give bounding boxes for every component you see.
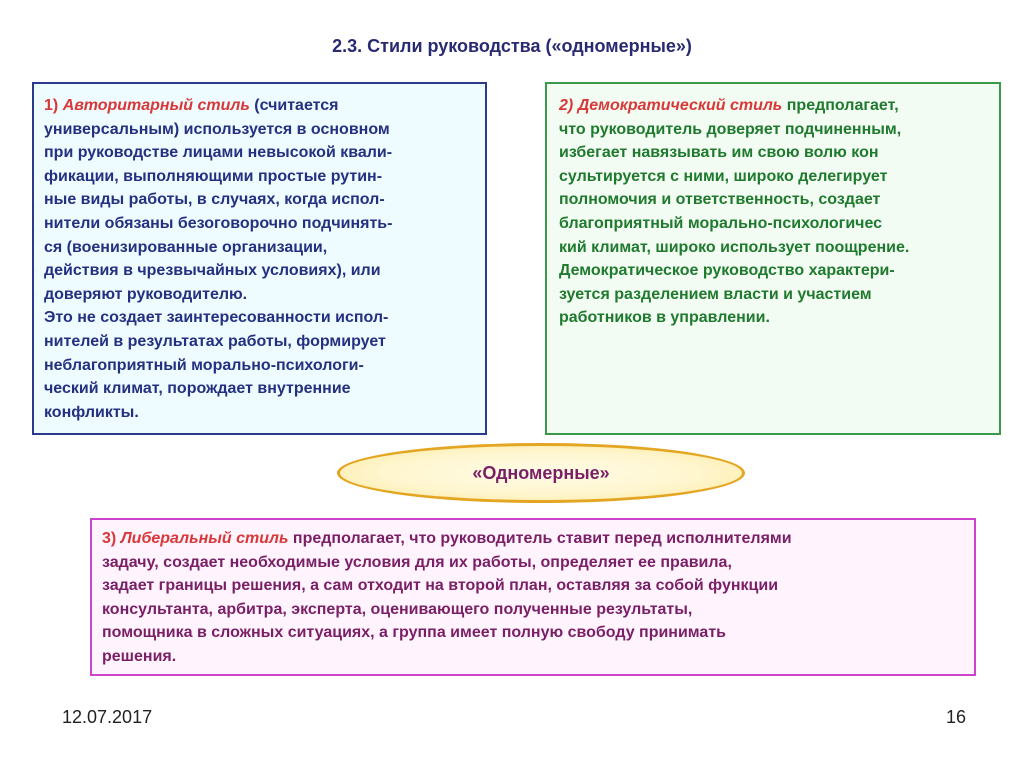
democratic-line: благоприятный морально-психологичес [559,214,883,232]
liberal-line: консультанта, арбитра, эксперта, оценивающего полученные результаты, [102,600,693,618]
slide-title: 2.3. Стили руководства («одномерные») [332,36,692,56]
authoritarian-style-box [32,82,487,435]
authoritarian-line: при руководстве лицами невысокой квали- [44,144,393,162]
democratic-number: 2) [559,97,574,114]
one-dimensional-label-ellipse [337,443,745,503]
liberal-line: решения. [102,647,177,665]
authoritarian-line: ные виды работы, в случаях, когда испол- [44,191,385,209]
democratic-style-box [545,82,1001,435]
authoritarian-line: ческий климат, порождает внутренние [44,380,351,398]
liberal-text [102,527,964,669]
democratic-line: кий климат, широко использует поощрение. [559,238,910,256]
liberal-line: задает границы решения, а сам отходит на второй план, оставляя за собой функции [102,577,779,595]
liberal-number: 3) [102,530,117,547]
center-label: «Одномерные» [472,462,610,483]
liberal-style-name: Либеральный стиль [120,530,289,547]
page-number: 16 [945,707,966,727]
authoritarian-line: нители обязаны безоговорочно подчинять- [44,214,393,232]
democratic-line: работников в управлении. [559,309,770,327]
liberal-line: помощника в сложных ситуациях, а группа имеет полную свободу принимать [102,624,726,642]
authoritarian-line: фикации, выполняющими простые рутин- [44,167,383,185]
authoritarian-line: доверяют руководителю. [44,285,248,303]
authoritarian-text [44,94,475,424]
authoritarian-line: (считается [249,97,339,114]
democratic-line: предполагает, [782,97,899,114]
democratic-style-name: Демократический стиль [577,97,783,114]
authoritarian-style-name: Авторитарный стиль [62,97,250,114]
democratic-text [559,94,989,330]
authoritarian-line: универсальным) используется в основном [44,120,390,138]
liberal-line: задачу, создает необходимые условия для их работы, определяет ее правила, [102,553,732,571]
authoritarian-line: нителей в результатах работы, формирует [44,332,386,350]
liberal-line: предполагает, что руководитель ставит перед исполнителями [288,530,792,547]
democratic-line: что руководитель доверяет подчиненным, [559,120,902,138]
democratic-line: сультируется с ними, широко делегирует [559,167,888,185]
authoritarian-number: 1) [44,97,59,114]
liberal-style-box [90,518,976,676]
democratic-line: зуется разделением власти и участием [559,285,872,303]
footer-date: 12.07.2017 [62,707,153,727]
authoritarian-line: Это не создает заинтересованности испол- [44,309,389,327]
democratic-line: полномочия и ответственность, создает [559,191,881,209]
authoritarian-line: ся (военизированные организации, [44,238,328,256]
authoritarian-line: конфликты. [44,403,139,421]
democratic-line: Демократическое руководство характери- [559,262,895,280]
democratic-line: избегает навязывать им свою волю кон [559,144,879,162]
authoritarian-line: неблагоприятный морально-психологи- [44,356,364,374]
authoritarian-line: действия в чрезвычайных условиях), или [44,262,381,280]
